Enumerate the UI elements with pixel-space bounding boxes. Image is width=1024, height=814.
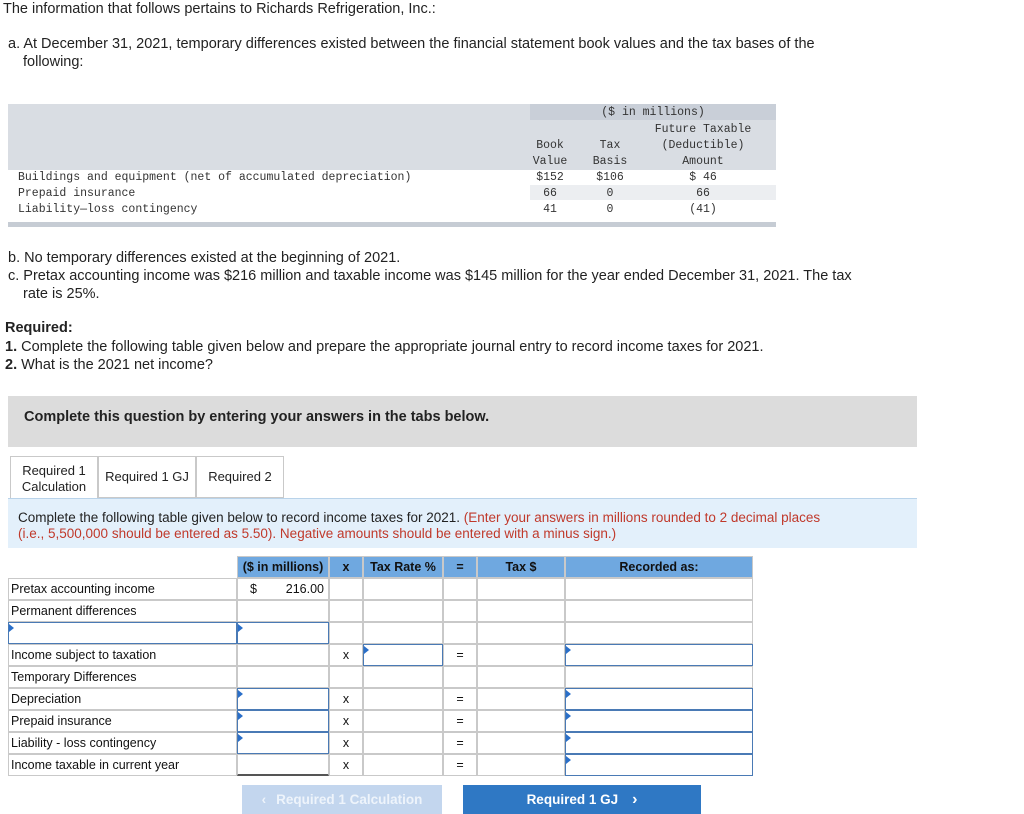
header-recorded-as: Recorded as: bbox=[565, 556, 753, 578]
header-tax-dollars: Tax $ bbox=[477, 556, 565, 578]
row-label: Permanent differences bbox=[8, 600, 237, 622]
header-tax-rate: Tax Rate % bbox=[363, 556, 443, 578]
item-a-line1: a. At December 31, 2021, temporary differences existed between the financial statement book values and the tax bases of the bbox=[8, 36, 815, 52]
col-tax-line1: Tax bbox=[599, 139, 621, 152]
diff-row-book: 41 bbox=[543, 203, 557, 216]
diff-row-label: Prepaid insurance bbox=[18, 187, 136, 200]
table-instructions: Complete the following table given below to record income taxes for 2021. (Enter your answers in millions rounded to 2 decimal places (i.e., 5,500,000 should be entered as 5.50). Negative amounts should be entered with a minus sign.) bbox=[8, 498, 917, 548]
tab-required-1-calculation[interactable]: Required 1 Calculation bbox=[10, 456, 98, 500]
required-q2: 2. What is the 2021 net income? bbox=[5, 357, 213, 373]
required-section bbox=[5, 319, 763, 375]
diff-row-tax: $106 bbox=[596, 171, 624, 184]
diff-row-tax: 0 bbox=[606, 187, 614, 200]
taxable-income-amount bbox=[237, 754, 329, 776]
diff-row-tax: 0 bbox=[606, 203, 614, 216]
liability-amount-input[interactable] bbox=[237, 732, 329, 754]
income-subject-amount bbox=[237, 644, 329, 666]
col-future-line2: (Deductible) bbox=[661, 139, 745, 152]
col-tax-line2: Basis bbox=[592, 155, 628, 168]
pretax-amount: $ 216.00 bbox=[237, 578, 329, 600]
tab-required-2[interactable]: Required 2 bbox=[196, 456, 284, 498]
item-c-line1: c. Pretax accounting income was $216 million and taxable income was $145 million for the year ended December 31, 2021. The tax bbox=[8, 268, 852, 284]
diff-row-book: $152 bbox=[536, 171, 564, 184]
col-book-line2: Value bbox=[532, 155, 568, 168]
instructions-banner bbox=[8, 396, 917, 447]
prepaid-recorded-as-select[interactable] bbox=[565, 710, 753, 732]
temporary-differences-table bbox=[8, 104, 776, 228]
col-book-line1: Book bbox=[536, 139, 564, 152]
taxable-recorded-as-select[interactable] bbox=[565, 754, 753, 776]
header-equals: = bbox=[443, 556, 477, 578]
col-future-line1: Future Taxable bbox=[654, 123, 752, 136]
col-future-line3: Amount bbox=[682, 155, 724, 168]
chevron-left-icon: ‹ bbox=[261, 792, 267, 807]
previous-tab-button[interactable]: ‹ Required 1 Calculation bbox=[242, 785, 442, 814]
row-label: Pretax accounting income bbox=[8, 578, 237, 600]
row-label: Income subject to taxation bbox=[8, 644, 237, 666]
row-label: Liability - loss contingency bbox=[8, 732, 237, 754]
row-label: Temporary Differences bbox=[8, 666, 237, 688]
next-tab-button[interactable]: Required 1 GJ › bbox=[463, 785, 701, 814]
item-a bbox=[8, 35, 908, 71]
required-title: Required: bbox=[5, 320, 73, 336]
prepaid-amount-input[interactable] bbox=[237, 710, 329, 732]
chevron-right-icon: › bbox=[632, 790, 638, 808]
items-b-c bbox=[8, 249, 908, 303]
banner-text: Complete this question by entering your answers in the tabs below. bbox=[24, 409, 490, 425]
required-q1: 1. Complete the following table given below and prepare the appropriate journal entry to record income taxes for 2021. bbox=[5, 338, 764, 355]
item-a-line2: following: bbox=[23, 54, 84, 70]
diff-row-label: Buildings and equipment (net of accumulated depreciation) bbox=[18, 171, 412, 184]
permanent-difference-amount-input[interactable] bbox=[237, 622, 329, 644]
item-b: b. No temporary differences existed at the beginning of 2021. bbox=[8, 250, 401, 266]
permanent-difference-label-input[interactable] bbox=[8, 622, 237, 644]
diff-row-label: Liability—loss contingency bbox=[18, 203, 198, 216]
row-label: Income taxable in current year bbox=[8, 754, 237, 776]
diff-row-future: 66 bbox=[696, 187, 710, 200]
diff-row-book: 66 bbox=[543, 187, 557, 200]
header-millions: ($ in millions) bbox=[237, 556, 329, 578]
depreciation-amount-input[interactable] bbox=[237, 688, 329, 710]
row-label: Prepaid insurance bbox=[8, 710, 237, 732]
tax-rate-input[interactable] bbox=[363, 644, 443, 666]
recorded-as-select[interactable] bbox=[565, 644, 753, 666]
diff-row-future: (41) bbox=[689, 203, 717, 216]
liability-recorded-as-select[interactable] bbox=[565, 732, 753, 754]
depreciation-recorded-as-select[interactable] bbox=[565, 688, 753, 710]
intro-text: The information that follows pertains to Richards Refrigeration, Inc.: bbox=[3, 1, 436, 17]
item-c-line2: rate is 25%. bbox=[23, 286, 100, 302]
header-x: x bbox=[329, 556, 363, 578]
row-label: Depreciation bbox=[8, 688, 237, 710]
unit-header: ($ in millions) bbox=[601, 106, 705, 119]
tab-required-1-gj[interactable]: Required 1 GJ bbox=[98, 456, 196, 498]
diff-row-future: $ 46 bbox=[689, 171, 717, 184]
